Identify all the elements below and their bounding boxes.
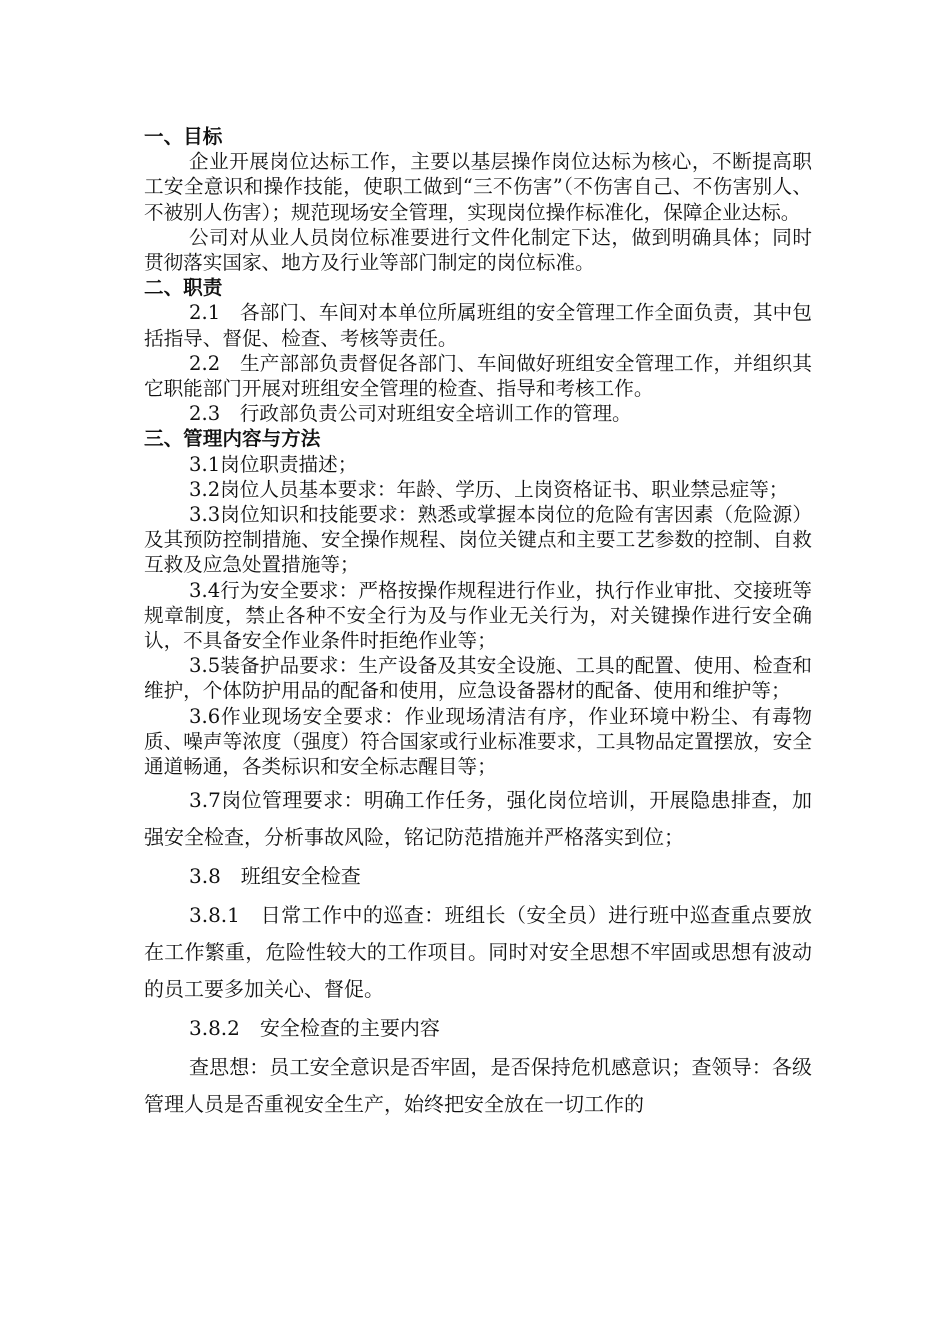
paragraph: 3.8.1 日常工作中的巡查：班组长（安全员）进行班中巡查重点要放在工作繁重，危险性较大的工作项目。同时对安全思想不牢固或思想有波动的员工要多加关心、督促。	[144, 903, 812, 1002]
section-heading-goal: 一、目标	[144, 125, 223, 148]
paragraph: 3.5装备护品要求：生产设备及其安全设施、工具的配置、使用、检查和维护，个体防护用品的配备和使用，应急设备器材的配备、使用和维护等；	[144, 654, 812, 703]
paragraph: 3.3岗位知识和技能要求：熟悉或掌握本岗位的危险有害因素（危险源）及其预防控制措施、安全操作规程、岗位关键点和主要工艺参数的控制、自救互救及应急处置措施等；	[144, 503, 812, 577]
section-heading-management: 三、管理内容与方法	[144, 427, 321, 451]
document-page	[144, 124, 812, 1125]
paragraph: 3.2岗位人员基本要求：年龄、学历、上岗资格证书、职业禁忌症等；	[189, 477, 789, 501]
paragraph: 查思想：员工安全意识是否牢固，是否保持危机感意识；查领导：各级管理人员是否重视安全生产，始终把安全放在一切工作的	[144, 1055, 812, 1117]
paragraph: 公司对从业人员岗位标准要进行文件化制定下达，做到明确具体；同时贯彻落实国家、地方及行业等部门制定的岗位标准。	[144, 225, 812, 275]
loose-text-block	[144, 782, 812, 1123]
section-heading-duties: 二、职责	[144, 276, 223, 300]
paragraph: 3.8 班组安全检查	[189, 864, 361, 889]
paragraph: 2.2 生产部部负责督促各部门、车间做好班组安全管理工作，并组织其它职能部门开展对班组安全管理的检查、指导和考核工作。	[144, 351, 812, 401]
paragraph: 3.6作业现场安全要求：作业现场清洁有序，作业环境中粉尘、有毒物质、噪声等浓度（强度）符合国家或行业标准要求，工具物品定置摆放，安全通道畅通，各类标识和安全标志醒目等；	[144, 704, 812, 779]
paragraph: 3.1岗位职责描述；	[189, 452, 358, 476]
paragraph: 企业开展岗位达标工作，主要以基层操作岗位达标为核心，不断提高职工安全意识和操作技能，使职工做到“三不伤害”（不伤害自己、不伤害别人、不被别人伤害）；规范现场安全管理，实现岗位操作标准化，保障企业达标。	[144, 150, 812, 224]
paragraph: 3.7岗位管理要求：明确工作任务，强化岗位培训，开展隐患排查，加强安全检查，分析事故风险，铭记防范措施并严格落实到位；	[144, 788, 812, 850]
paragraph: 2.1 各部门、车间对本单位所属班组的安全管理工作全面负责，其中包括指导、督促、检查、考核等责任。	[144, 301, 812, 350]
paragraph: 3.8.2 安全检查的主要内容	[189, 1016, 440, 1041]
paragraph: 2.3 行政部负责公司对班组安全培训工作的管理。	[189, 402, 632, 426]
dense-text-block	[144, 124, 812, 779]
paragraph: 3.4行为安全要求：严格按操作规程进行作业，执行作业审批、交接班等规章制度，禁止各种不安全行为及与作业无关行为，对关键操作进行安全确认，不具备安全作业条件时拒绝作业等；	[144, 578, 812, 653]
